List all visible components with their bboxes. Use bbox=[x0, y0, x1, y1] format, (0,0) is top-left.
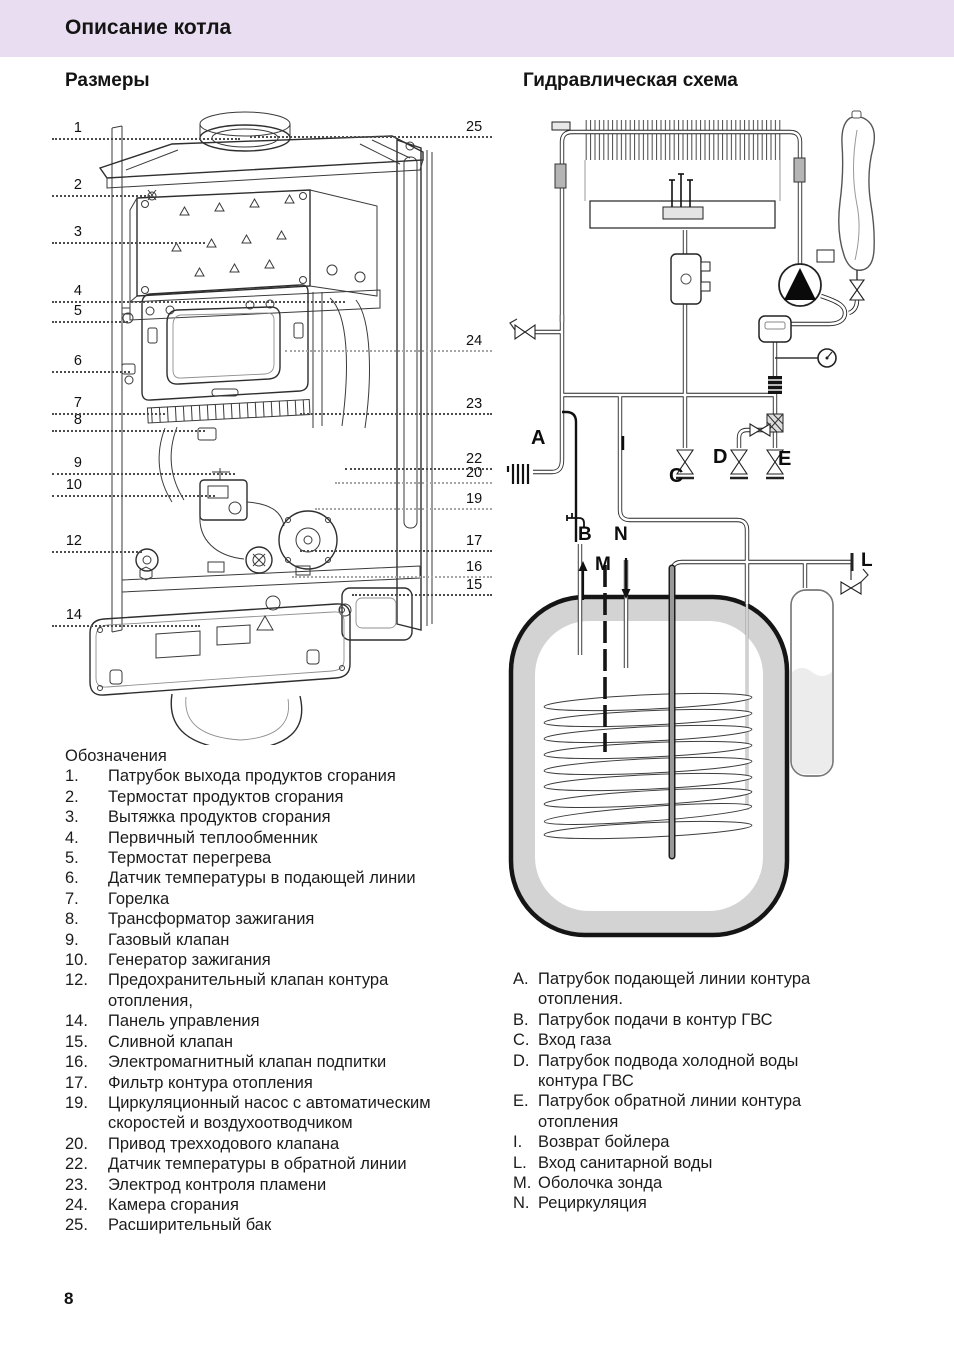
callout-line bbox=[52, 301, 345, 303]
dimensions-figure bbox=[60, 110, 500, 745]
callout-number: 23 bbox=[466, 396, 483, 412]
legend-item-number: 9. bbox=[65, 930, 79, 949]
legend-item-number: 10. bbox=[65, 951, 88, 970]
ports-legend-item bbox=[513, 1193, 845, 1213]
legend-item-number: 3. bbox=[65, 808, 79, 827]
ports-legend-item bbox=[513, 1091, 845, 1132]
callout-number: 24 bbox=[466, 333, 483, 349]
ports-legend-item bbox=[513, 1010, 845, 1030]
legend-item bbox=[65, 868, 455, 888]
hydraulic-schematic bbox=[505, 110, 954, 940]
legend-item-number: 17. bbox=[65, 1073, 88, 1092]
pipe-cap bbox=[552, 122, 570, 130]
legend-item-number: 24. bbox=[65, 1195, 88, 1214]
expansion-vessel bbox=[839, 111, 875, 300]
legend-item-number: 19. bbox=[65, 1093, 88, 1112]
legend-item-number: 7. bbox=[65, 889, 79, 908]
legend-item-text: Электрод контроля пламени bbox=[108, 1175, 327, 1194]
callout-line bbox=[52, 495, 215, 497]
legend-item bbox=[65, 787, 455, 807]
burner bbox=[585, 160, 780, 228]
heat-exchanger-fins bbox=[585, 120, 783, 160]
port-label-a: A bbox=[531, 427, 546, 449]
callout-line bbox=[52, 625, 200, 627]
legend-item-text: Привод трехходового клапана bbox=[108, 1134, 340, 1153]
page-header bbox=[0, 0, 954, 57]
callout-line bbox=[52, 413, 165, 415]
callout-number: 20 bbox=[466, 465, 483, 481]
ports-legend-item bbox=[513, 1132, 845, 1152]
bridge-valve bbox=[750, 424, 770, 436]
legend-item-number: 23. bbox=[65, 1175, 88, 1194]
ports-legend-letter: N. bbox=[513, 1194, 530, 1213]
legend-item-text: Предохранительный клапан контура отопления, bbox=[108, 971, 389, 1010]
legend-item-text: Сливной клапан bbox=[108, 1032, 234, 1051]
callout-number: 25 bbox=[466, 119, 483, 135]
legend-item-text: Расширительный бак bbox=[108, 1216, 272, 1235]
return-sensor bbox=[794, 158, 805, 182]
callout-line bbox=[52, 321, 128, 323]
port-label-d: D bbox=[713, 446, 728, 468]
port-label-m: M bbox=[595, 554, 611, 575]
callout-number: 16 bbox=[466, 559, 483, 575]
callout-number: 22 bbox=[466, 451, 483, 467]
pressure-gauge bbox=[818, 349, 836, 367]
legend-item-text: Панель управления bbox=[108, 1012, 260, 1031]
callout-number: 5 bbox=[73, 303, 82, 319]
legend-item-text: Датчик температуры в подающей линии bbox=[108, 869, 416, 888]
boiler-line-drawing bbox=[60, 110, 500, 745]
burner-strip bbox=[147, 400, 310, 423]
legend-item bbox=[65, 1134, 455, 1154]
callout-line bbox=[292, 576, 492, 578]
legend-ports bbox=[513, 969, 845, 1214]
callout-number: 19 bbox=[466, 491, 483, 507]
callout-number: 9 bbox=[73, 455, 82, 471]
ports-legend-text: Вход газа bbox=[538, 1031, 612, 1050]
callout-line bbox=[285, 350, 492, 352]
legend-item-number: 22. bbox=[65, 1155, 88, 1174]
ports-legend-text: Патрубок подающей линии контура отопления. bbox=[538, 970, 811, 1009]
section-title-dimensions: Размеры bbox=[65, 70, 150, 91]
gas-valve bbox=[671, 254, 710, 304]
legend-item-number: 6. bbox=[65, 869, 79, 888]
legend-item bbox=[65, 1052, 455, 1072]
legend-item-text: Термостат перегрева bbox=[108, 849, 272, 868]
callout-line bbox=[52, 138, 240, 140]
legend-item-text: Генератор зажигания bbox=[108, 951, 271, 970]
callout-line bbox=[352, 594, 492, 596]
legend-item-number: 8. bbox=[65, 910, 79, 929]
page-number: 8 bbox=[64, 1289, 74, 1308]
safety-valve bbox=[510, 319, 535, 339]
legend-item-text: Патрубок выхода продуктов сгорания bbox=[108, 767, 396, 786]
callout-number: 3 bbox=[73, 224, 82, 240]
ports-legend-letter: C. bbox=[513, 1031, 530, 1050]
callout-line bbox=[300, 413, 492, 415]
ports-legend-text: Патрубок подачи в контур ГВС bbox=[538, 1010, 773, 1029]
cold-water-valve bbox=[730, 450, 748, 478]
legend-item bbox=[65, 807, 455, 827]
ports-legend-letter: E. bbox=[513, 1092, 529, 1111]
callout-line bbox=[52, 473, 235, 475]
legend-item-number: 25. bbox=[65, 1216, 88, 1235]
callout-number: 12 bbox=[65, 533, 82, 549]
callout-line bbox=[52, 551, 142, 553]
legend-item bbox=[65, 930, 455, 950]
radiator-icon bbox=[508, 464, 528, 484]
ports-legend-item bbox=[513, 969, 845, 1010]
legend-item bbox=[65, 1175, 455, 1195]
flow-sensor bbox=[555, 164, 566, 188]
port-label-e: E bbox=[778, 448, 792, 470]
legend-item-text: Фильтр контура отопления bbox=[108, 1073, 313, 1092]
port-label-n: N bbox=[614, 524, 628, 545]
callout-number: 14 bbox=[65, 607, 82, 623]
legend-item-number: 12. bbox=[65, 971, 88, 990]
callout-number: 7 bbox=[73, 395, 82, 411]
legend-item-text: Газовый клапан bbox=[108, 930, 230, 949]
legend-item bbox=[65, 766, 455, 786]
ports-legend-text: Вход санитарной воды bbox=[538, 1153, 713, 1172]
legend-item-number: 20. bbox=[65, 1134, 88, 1153]
ports-legend-letter: A. bbox=[513, 970, 529, 988]
ports-legend-text: Возврат бойлера bbox=[538, 1133, 670, 1152]
ports-legend-letter: M. bbox=[513, 1174, 532, 1193]
callout-line bbox=[52, 242, 205, 244]
callout-line bbox=[315, 508, 492, 510]
top-fan-assembly bbox=[100, 112, 423, 188]
ports-legend-item bbox=[513, 1173, 845, 1193]
section-title-hydraulic: Гидравлическая схема bbox=[523, 70, 738, 91]
legend-item-text: Горелка bbox=[108, 889, 170, 908]
callout-line bbox=[300, 550, 492, 552]
ports-legend-item bbox=[513, 1030, 845, 1050]
control-panel bbox=[90, 604, 350, 695]
legend-item-text: Электромагнитный клапан подпитки bbox=[108, 1053, 387, 1072]
bottom-cover bbox=[171, 694, 301, 745]
callout-number: 17 bbox=[466, 533, 483, 549]
legend-item bbox=[65, 828, 455, 848]
page-title: Описание котла bbox=[65, 16, 232, 39]
legend-item-number: 16. bbox=[65, 1053, 88, 1072]
callout-line bbox=[52, 195, 150, 197]
callout-line bbox=[345, 468, 492, 470]
port-label-i: I bbox=[620, 433, 626, 455]
ports-legend-text: Оболочка зонда bbox=[538, 1174, 663, 1193]
legend-item-number: 1. bbox=[65, 767, 79, 786]
legend-item bbox=[65, 848, 455, 868]
port-label-b: B bbox=[578, 524, 592, 545]
legend-item bbox=[65, 1195, 455, 1215]
legend-item-text: Камера сгорания bbox=[108, 1195, 239, 1214]
legend-item-text: Трансформатор зажигания bbox=[108, 910, 315, 929]
callout-line bbox=[250, 136, 492, 138]
legend-item bbox=[65, 1073, 455, 1093]
ports-legend-letter: L. bbox=[513, 1153, 527, 1172]
ports-legend-text: Рециркуляция bbox=[538, 1194, 647, 1213]
side-cylinder bbox=[791, 590, 833, 776]
legend-list bbox=[65, 766, 455, 1235]
legend-item-number: 5. bbox=[65, 849, 79, 868]
ports-legend-text: Патрубок подвода холодной воды контура ГВС bbox=[538, 1051, 799, 1091]
callout-number: 15 bbox=[466, 577, 483, 593]
legend-item bbox=[65, 1093, 455, 1134]
callout-line bbox=[52, 430, 205, 432]
legend-item-text: Датчик температуры в обратной линии bbox=[108, 1155, 407, 1174]
callout-number: 2 bbox=[73, 177, 82, 193]
legend-title: Обозначения bbox=[65, 747, 167, 765]
callout-number: 1 bbox=[73, 120, 82, 136]
ports-legend-letter: D. bbox=[513, 1051, 530, 1070]
callout-line bbox=[335, 482, 492, 484]
port-label-l: L bbox=[861, 550, 873, 571]
legend-item bbox=[65, 1215, 455, 1235]
legend-item-number: 2. bbox=[65, 787, 79, 806]
legend-item-text: Циркуляционный насос с автоматическим скоростей и воздухоотводчиком bbox=[108, 1093, 431, 1133]
legend-item bbox=[65, 889, 455, 909]
legend-item-number: 4. bbox=[65, 828, 79, 847]
callout-number: 8 bbox=[73, 412, 82, 428]
port-label-c: C bbox=[669, 465, 684, 487]
legend-item-text: Вытяжка продуктов сгорания bbox=[108, 808, 331, 827]
legend-item bbox=[65, 1032, 455, 1052]
exhaust-chamber bbox=[130, 190, 377, 302]
legend-item bbox=[65, 909, 455, 929]
ports-legend-letter: B. bbox=[513, 1010, 529, 1029]
legend-item-number: 15. bbox=[65, 1032, 88, 1051]
legend-dimensions bbox=[65, 746, 455, 1236]
legend-item bbox=[65, 1011, 455, 1031]
callout-number: 6 bbox=[73, 353, 82, 369]
legend-item bbox=[65, 970, 455, 1011]
hydraulic-figure bbox=[505, 110, 954, 940]
legend-item-text: Термостат продуктов сгорания bbox=[108, 787, 344, 806]
ports-legend-item bbox=[513, 1051, 845, 1092]
legend-item bbox=[65, 1154, 455, 1174]
legend-item-text: Первичный теплообменник bbox=[108, 828, 318, 847]
legend-item-number: 14. bbox=[65, 1012, 88, 1031]
callout-line bbox=[52, 371, 130, 373]
ports-legend-text: Патрубок обратной линии контура отопления bbox=[538, 1092, 802, 1131]
ports-legend-list bbox=[513, 969, 845, 1214]
ports-legend-item bbox=[513, 1153, 845, 1173]
legend-item bbox=[65, 950, 455, 970]
ports-legend-letter: I. bbox=[513, 1133, 523, 1152]
callout-number: 4 bbox=[73, 283, 82, 299]
callout-number: 10 bbox=[65, 477, 82, 493]
